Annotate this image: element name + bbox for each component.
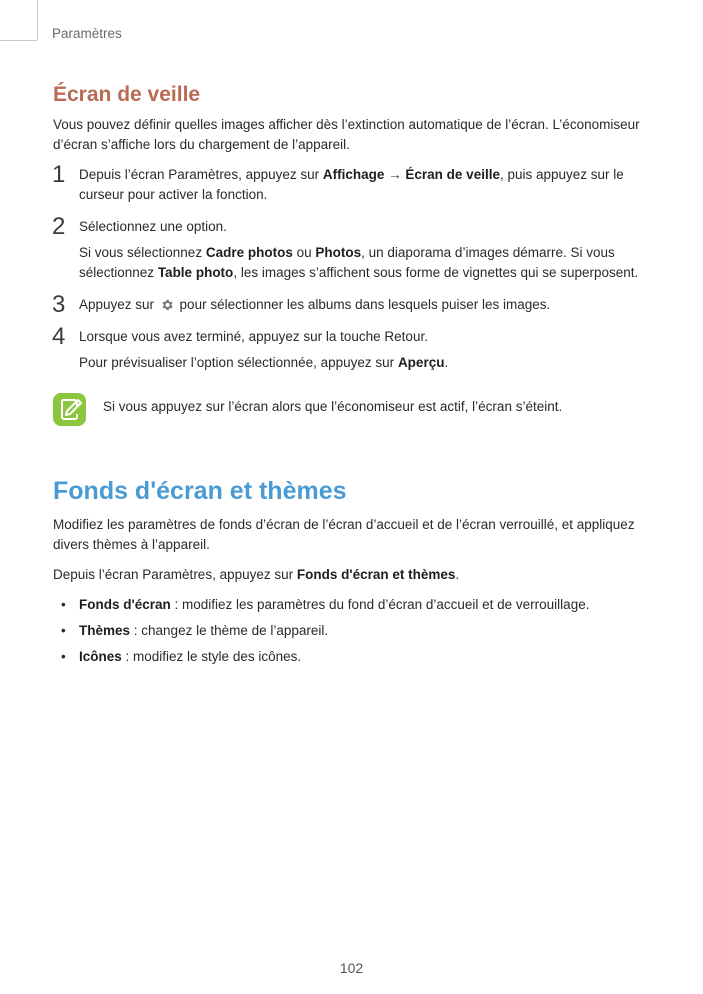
list-item xyxy=(53,595,653,615)
bullet-dot: • xyxy=(61,649,66,664)
section-title-screensaver: Écran de veille xyxy=(53,83,201,106)
step-2-detail: Si vous sélectionnez Cadre photos ou Photos, un diaporama d’images démarre. Si vous sélectionnez Table photo, les images s’affichent sous forme de vignettes qui se superposent. xyxy=(79,245,639,280)
wallpapers-intro: Modifiez les paramètres de fonds d’écran de l’écran d’accueil et de l’écran verrouillé, et appliquez divers thèmes à l’appareil. xyxy=(53,517,635,552)
note-text: Si vous appuyez sur l’écran alors que l’économiseur est actif, l’écran s’éteint. xyxy=(103,399,563,414)
list-item-desc: : changez le thème de l’appareil. xyxy=(130,623,329,638)
step-4-line1: Lorsque vous avez terminé, appuyez sur la touche Retour. xyxy=(79,329,428,344)
screensaver-intro: Vous pouvez définir quelles images afficher dès l’extinction automatique de l’écran. L’économiseur d’écran s’affiche lors du chargement de l’appareil. xyxy=(53,117,640,152)
step-1 xyxy=(52,161,653,205)
bullet-dot: • xyxy=(61,623,66,638)
running-header: Paramètres xyxy=(52,26,122,41)
list-item xyxy=(53,621,653,641)
menu-affichage: Affichage xyxy=(322,167,385,182)
gear-icon xyxy=(160,298,174,312)
list-item-desc: : modifiez les paramètres du fond d’écran d’accueil et de verrouillage. xyxy=(170,597,590,612)
page-number: 102 xyxy=(339,960,364,976)
menu-ecran-de-veille: Écran de veille xyxy=(405,167,500,182)
pencil-note-icon xyxy=(53,393,86,426)
chapter-title-wallpapers: Fonds d'écran et thèmes xyxy=(53,477,347,505)
step-number: 4 xyxy=(52,323,66,350)
step-4 xyxy=(52,323,653,373)
crop-mark-vertical xyxy=(37,0,38,40)
option-photos: Photos xyxy=(315,245,362,260)
step-3-text: Appuyez sur pour sélectionner les albums dans lesquels puiser les images. xyxy=(79,297,551,312)
step-2 xyxy=(52,213,653,283)
step-4-detail: Pour prévisualiser l’option sélectionnée, appuyez sur Aperçu. xyxy=(79,355,449,370)
page-content xyxy=(53,82,653,673)
step-3 xyxy=(52,291,653,318)
list-item-term: Fonds d'écran xyxy=(79,597,171,612)
step-number: 2 xyxy=(52,213,66,240)
bullet-dot: • xyxy=(61,597,66,612)
wallpapers-path: Depuis l’écran Paramètres, appuyez sur Fonds d'écran et thèmes. xyxy=(53,567,460,582)
crop-mark-horizontal xyxy=(0,40,37,41)
list-item-term: Thèmes xyxy=(79,623,131,638)
note xyxy=(53,391,653,427)
step-1-text: Depuis l’écran Paramètres, appuyez sur Affichage → Écran de veille, puis appuyez sur le curseur pour activer la fonction. xyxy=(79,167,624,202)
step-number: 3 xyxy=(52,291,66,318)
list-item-desc: : modifiez le style des icônes. xyxy=(121,649,302,664)
step-number: 1 xyxy=(52,161,66,188)
list-item-term: Icônes xyxy=(79,649,122,664)
option-apercu: Aperçu xyxy=(397,355,445,370)
menu-fonds-ecran-themes: Fonds d'écran et thèmes xyxy=(296,567,456,582)
option-cadre-photos: Cadre photos xyxy=(205,245,293,260)
list-item xyxy=(53,647,653,667)
option-table-photo: Table photo xyxy=(157,265,234,280)
step-2-line1: Sélectionnez une option. xyxy=(79,219,227,234)
